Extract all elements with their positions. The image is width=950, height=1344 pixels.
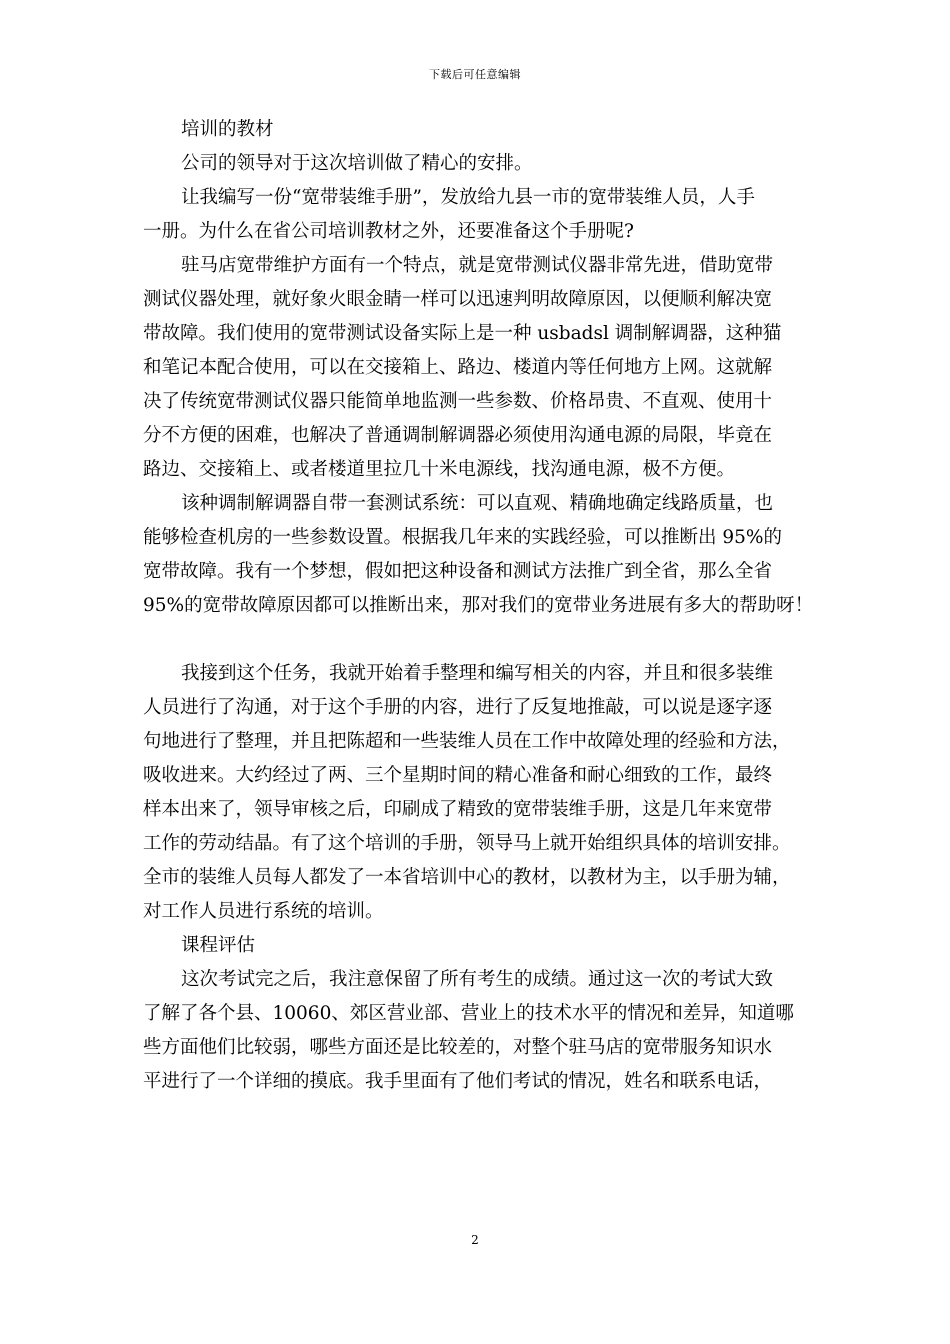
paragraph-line: 样本出来了，领导审核之后，印刷成了精致的宽带装维手册，这是几年来宽带 <box>143 799 773 820</box>
page-header: 下载后可任意编辑 <box>429 68 521 81</box>
paragraph-line: 一册。为什么在省公司培训教材之外，还要准备这个手册呢? <box>143 221 634 242</box>
paragraph-line: 全市的装维人员每人都发了一本省培训中心的教材，以教材为主，以手册为辅， <box>143 867 791 888</box>
page-number: 2 <box>471 1233 479 1247</box>
document-body <box>143 113 825 1099</box>
paragraph-line: 宽带故障。我有一个梦想，假如把这种设备和测试方法推广到全省，那么全省 <box>143 561 773 582</box>
paragraph-line: 决了传统宽带测试仪器只能简单地监测一些参数、价格昂贵、不直观、使用十 <box>143 391 773 412</box>
paragraph-line: 让我编写一份“宽带装维手册”，发放给九县一市的宽带装维人员，人手 <box>181 187 755 208</box>
paragraph-line: 对工作人员进行系统的培训。 <box>143 901 384 922</box>
paragraph-line: 测试仪器处理，就好象火眼金睛一样可以迅速判明故障原因，以便顺利解决宽 <box>143 289 773 310</box>
paragraph-line: 该种调制解调器自带一套测试系统：可以直观、精确地确定线路质量，也 <box>181 493 774 514</box>
paragraph-line: 吸收进来。大约经过了两、三个星期时间的精心准备和耐心细致的工作，最终 <box>143 765 773 786</box>
paragraph-line: 分不方便的困难，也解决了普通调制解调器必须使用沟通电源的局限，毕竟在 <box>143 425 773 446</box>
paragraph-line: 人员进行了沟通，对于这个手册的内容，进行了反复地推敲，可以说是逐字逐 <box>143 697 773 718</box>
paragraph-line: 驻马店宽带维护方面有一个特点，就是宽带测试仪器非常先进，借助宽带 <box>181 255 774 276</box>
paragraph-line: 工作的劳动结晶。有了这个培训的手册，领导马上就开始组织具体的培训安排。 <box>143 833 791 854</box>
blank-line <box>143 623 825 657</box>
paragraph-line: 这次考试完之后，我注意保留了所有考生的成绩。通过这一次的考试大致 <box>181 969 774 990</box>
paragraph-line: 些方面他们比较弱，哪些方面还是比较差的，对整个驻马店的宽带服务知识水 <box>143 1037 773 1058</box>
paragraph-line: 公司的领导对于这次培训做了精心的安排。 <box>181 153 533 174</box>
section-heading-course-evaluation: 课程评估 <box>181 935 256 956</box>
paragraph-line: 能够检查机房的一些参数设置。根据我几年来的实践经验，可以推断出 95%的 <box>143 527 783 548</box>
section-heading-training-materials: 培训的教材 <box>181 119 274 140</box>
paragraph-line: 我接到这个任务，我就开始着手整理和编写相关的内容，并且和很多装维 <box>181 663 774 684</box>
paragraph-line: 带故障。我们使用的宽带测试设备实际上是一种 usbadsl 调制解调器，这种猫 <box>143 323 782 344</box>
paragraph-line: 95%的宽带故障原因都可以推断出来，那对我们的宽带业务进展有多大的帮助呀！ <box>143 595 814 616</box>
paragraph-line: 了解了各个县、10060、郊区营业部、营业上的技术水平的情况和差异，知道哪 <box>143 1003 794 1024</box>
paragraph-line: 句地进行了整理，并且把陈超和一些装维人员在工作中故障处理的经验和方法， <box>143 731 791 752</box>
paragraph-line: 和笔记本配合使用，可以在交接箱上、路边、楼道内等任何地方上网。这就解 <box>143 357 773 378</box>
paragraph-line: 路边、交接箱上、或者楼道里拉几十米电源线，找沟通电源，极不方便。 <box>143 459 736 480</box>
paragraph-line: 平进行了一个详细的摸底。我手里面有了他们考试的情况，姓名和联系电话， <box>143 1071 773 1092</box>
